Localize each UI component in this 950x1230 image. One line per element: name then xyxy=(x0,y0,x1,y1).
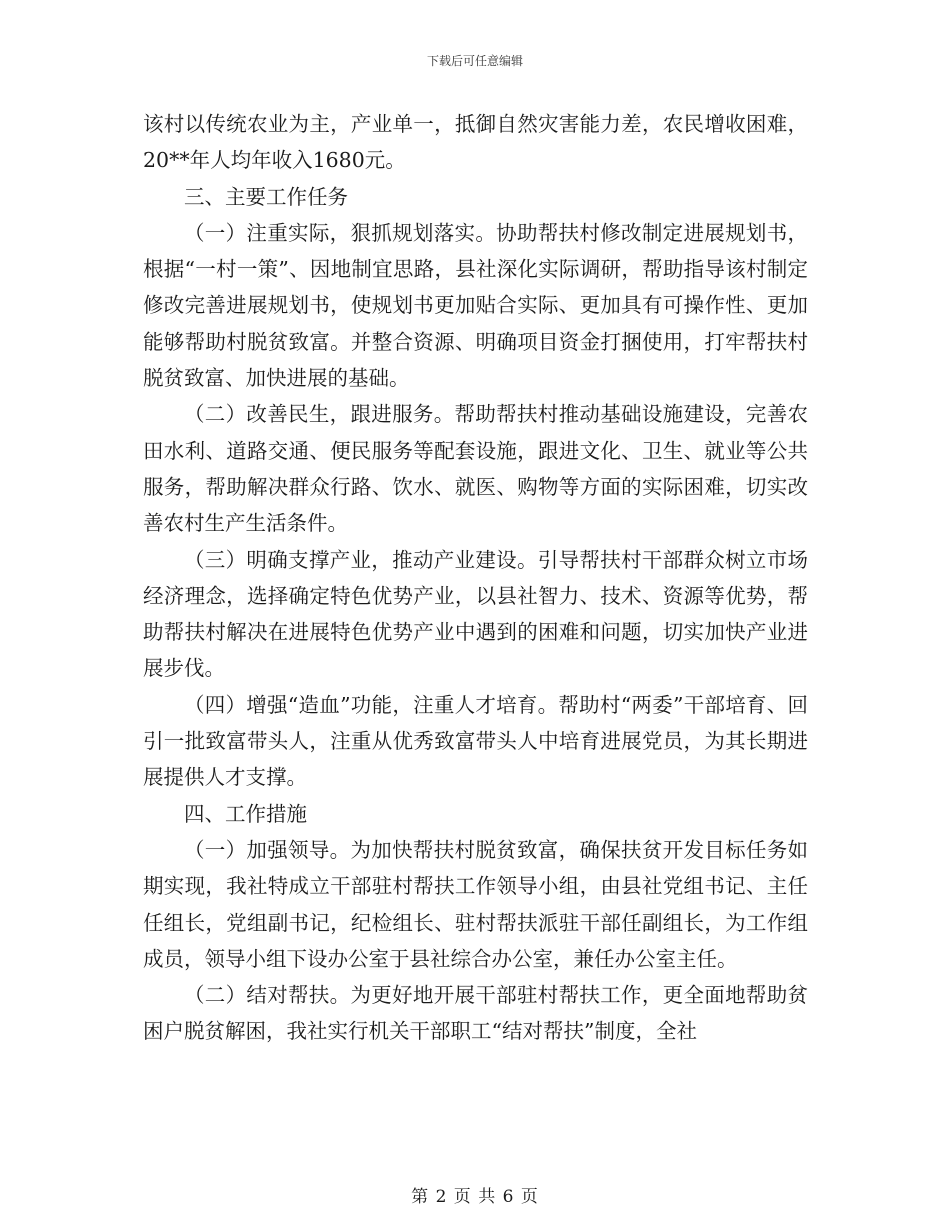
paragraph-task-3: （三）明确支撑产业，推动产业建设。引导帮扶村干部群众树立市场经济理念，选择确定特色优势产业，以县社智力、技术、资源等优势，帮助帮扶村解决在进展特色优势产业中遇到的困难和问题，切实加快产业进展步伐。 xyxy=(143,547,808,681)
paragraph-measure-2: （二）结对帮扶。为更好地开展干部驻村帮扶工作，更全面地帮助贫困户脱贫解困，我社实行机关干部职工“结对帮扶”制度，全社 xyxy=(143,983,808,1044)
page-number: 第 2 页 共 6 页 xyxy=(411,1187,539,1207)
document-body xyxy=(143,106,808,1050)
paragraph-task-1: （一）注重实际，狠抓规划落实。协助帮扶村修改制定进展规划书，根据“一村一策”、因地制宜思路，县社深化实际调研，帮助指导该村制定修改完善进展规划书，使规划书更加贴合实际、更加具有可操作性、更加能够帮助村脱贫致富。并整合资源、明确项目资金打捆使用，打牢帮扶村脱贫致富、加快进展的基础。 xyxy=(143,220,808,391)
paragraph-task-2: （二）改善民生，跟进服务。帮助帮扶村推动基础设施建设，完善农田水利、道路交通、便民服务等配套设施，跟进文化、卫生、就业等公共服务，帮助解决群众行路、饮水、就医、购物等方面的实际困难，切实改善农村生产生活条件。 xyxy=(143,402,808,536)
section-heading-work-measures: 四、工作措施 xyxy=(184,801,307,826)
paragraph-continuation: 该村以传统农业为主，产业单一，抵御自然灾害能力差，农民增收困难，20**年人均年收入1680元。 xyxy=(143,112,808,173)
paragraph-measure-1: （一）加强领导。为加快帮扶村脱贫致富，确保扶贫开发目标任务如期实现，我社特成立干部驻村帮扶工作领导小组，由县社党组书记、主任任组长，党组副书记，纪检组长、驻村帮扶派驻干部任副组长，为工作组成员，领导小组下设办公室于县社综合办公室，兼任办公室主任。 xyxy=(143,837,808,971)
page-header-note: 下载后可任意编辑 xyxy=(426,54,523,68)
paragraph-task-4: （四）增强“造血”功能，注重人才培育。帮助村“两委”干部培育、回引一批致富带头人，注重从优秀致富带头人中培育进展党员，为其长期进展提供人才支撑。 xyxy=(143,692,808,790)
section-heading-main-tasks: 三、主要工作任务 xyxy=(184,184,348,209)
